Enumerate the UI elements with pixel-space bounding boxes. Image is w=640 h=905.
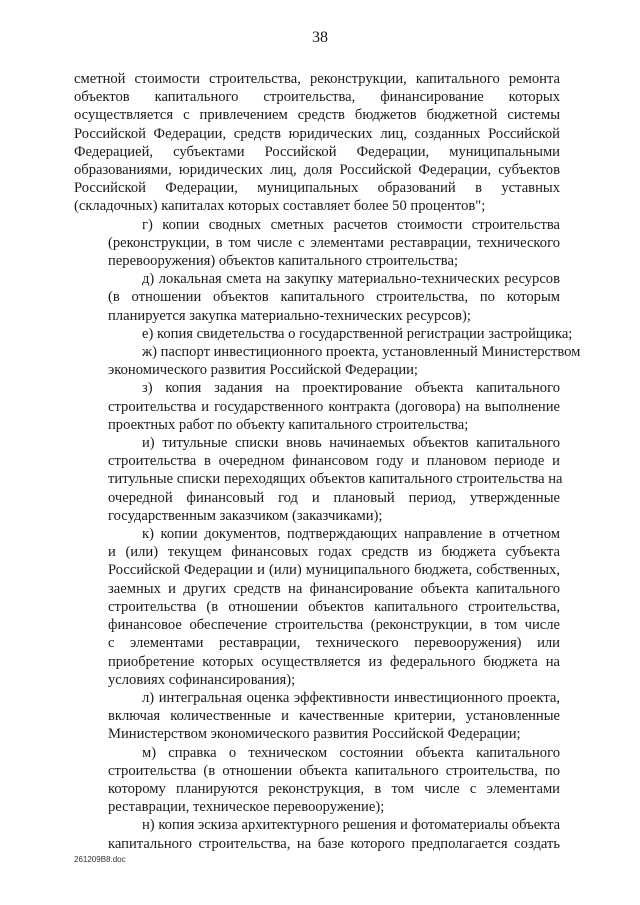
paragraph-item-m xyxy=(74,744,560,817)
text-line: образованиями, юридических лиц, доля Российской Федерации, субъектов xyxy=(74,162,560,179)
text-line: Министерством экономического развития Российской Федерации; xyxy=(108,726,521,743)
text-line: перевооружения) объектов капитального строительства; xyxy=(108,253,459,270)
text-line: очередной финансовый год и плановый период, утвержденные xyxy=(108,489,560,506)
text-line: Российской Федерации, средств юридических лиц, созданных Российской xyxy=(74,125,560,142)
text-line: м) справка о техническом состоянии объекта капитального xyxy=(142,744,560,761)
text-line: е) копия свидетельства о государственной регистрации застройщика; xyxy=(142,325,573,342)
text-line: с элементами реставрации, технического перевооружения) или xyxy=(108,635,560,652)
text-line: которому планируются реконструкция, в том числе с элементами xyxy=(108,780,560,797)
text-line: (в отношении объектов капитального строительства, по которым xyxy=(108,289,560,306)
text-line: сметной стоимости строительства, реконструкции, капитального ремонта xyxy=(74,71,560,87)
text-line: финансовое обеспечение строительства (реконструкции, в том числе xyxy=(108,617,560,634)
text-line: Федерацией, субъектами Российской Федерации, муниципальными xyxy=(74,143,560,160)
paragraph-item-zh xyxy=(74,343,581,379)
text-line: к) копии документов, подтверждающих направление в отчетном xyxy=(142,526,560,543)
text-line: и) титульные списки вновь начинаемых объектов капитального xyxy=(142,435,560,452)
text-line: з) копия задания на проектирование объекта капитального xyxy=(142,380,560,397)
text-line: объектов капитального строительства, финансирование которых xyxy=(74,89,560,106)
text-line: капитального строительства, на базе которого предполагается создать xyxy=(108,835,560,852)
paragraph-item-l xyxy=(74,689,560,744)
text-line: и (или) текущем финансовых годах средств из бюджета субъекта xyxy=(108,544,560,561)
text-line: условиях софинансирования); xyxy=(108,671,296,688)
text-line: (реконструкции, в том числе с элементами реставрации, технического xyxy=(108,234,560,251)
paragraph-item-i xyxy=(74,434,563,525)
text-line: д) локальная смета на закупку материально-технических ресурсов xyxy=(142,271,560,288)
paragraph-item-z xyxy=(74,379,560,434)
text-line: приобретение которых осуществляется из федерального бюджета на xyxy=(108,653,560,670)
paragraph-intro-paragraph xyxy=(74,70,560,216)
paragraph-item-e xyxy=(74,325,573,343)
text-line: государственным заказчиком (заказчиками); xyxy=(108,507,383,524)
text-line: г) копии сводных сметных расчетов стоимости строительства xyxy=(142,216,560,233)
text-line: реставрации, техническое перевооружение); xyxy=(108,799,385,816)
paragraph-item-d xyxy=(74,270,560,325)
text-line: заемных и других средств на финансирование объекта капитального xyxy=(108,580,560,597)
text-line: осуществляется с привлечением средств бюджетов бюджетной системы xyxy=(74,107,560,124)
text-line: Российской Федерации и (или) муниципального бюджета, собственных, xyxy=(108,562,560,579)
paragraph-item-g xyxy=(74,216,560,271)
text-line: строительства в очередном финансовом году и плановом периоде и xyxy=(108,453,560,470)
text-line: строительства (в отношении объекта капитального строительства, по xyxy=(108,762,560,779)
footer-filename: 261209В8.doc xyxy=(74,855,126,864)
document-body xyxy=(74,70,581,853)
page-number: 38 xyxy=(312,29,328,46)
text-line: планируется закупка материально-технических ресурсов); xyxy=(108,307,471,324)
text-line: проектных работ по объекту капитального строительства; xyxy=(108,416,469,433)
paragraph-item-n xyxy=(74,816,560,852)
text-line: л) интегральная оценка эффективности инвестиционного проекта, xyxy=(142,689,560,706)
text-line: строительства (в отношении объектов капитального строительства, xyxy=(108,598,560,615)
text-line: ж) паспорт инвестиционного проекта, установленный Министерством xyxy=(142,344,581,361)
text-line: включая количественные и качественные критерии, установленные xyxy=(108,708,560,725)
text-line: титульные списки переходящих объектов капитального строительства на xyxy=(108,471,563,488)
text-line: экономического развития Российской Федерации; xyxy=(108,362,418,379)
text-line: (складочных) капиталах которых составляет более 50 процентов"; xyxy=(74,198,486,215)
text-line: строительства и государственного контракта (договора) на выполнение xyxy=(108,398,560,415)
paragraph-item-k xyxy=(74,525,560,689)
text-line: н) копия эскиза архитектурного решения и фотоматериалы объекта xyxy=(142,817,561,834)
text-line: Российской Федерации, муниципальных образований в уставных xyxy=(74,180,560,197)
